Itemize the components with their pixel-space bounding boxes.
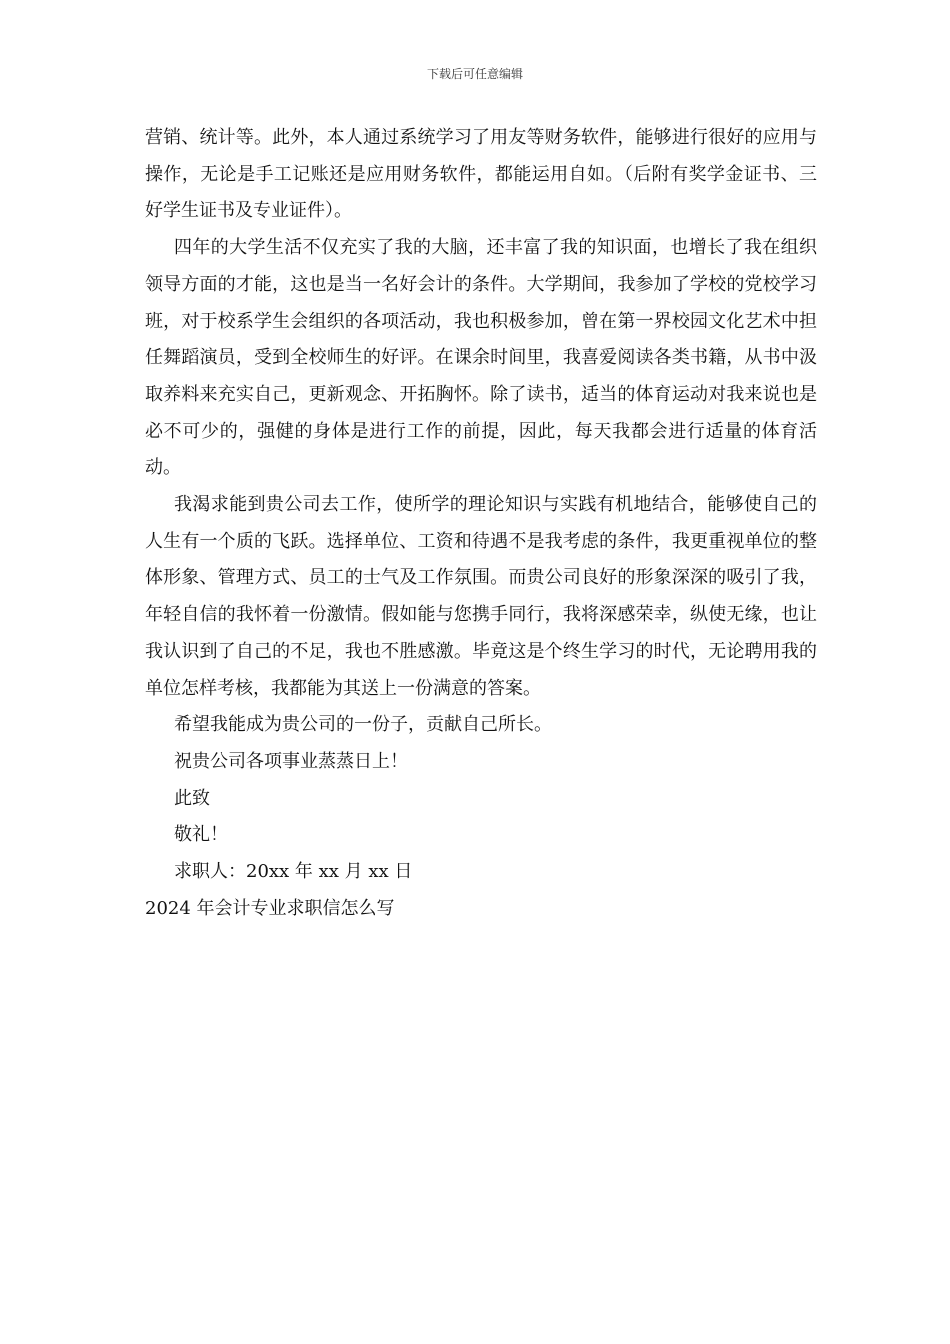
salutation-line-2: 敬礼！ xyxy=(174,824,228,846)
closing-wish: 祝贵公司各项事业蒸蒸日上！ xyxy=(174,750,408,772)
closing-hope: 希望我能成为贵公司的一份子，贡献自己所长。 xyxy=(174,714,552,736)
letter-body xyxy=(145,120,817,927)
next-section-title: 2024 年会计专业求职信怎么写 xyxy=(145,897,395,919)
signature-line: 求职人：20xx 年 xx 月 xx 日 xyxy=(174,861,413,883)
paragraph-aspiration: 我渴求能到贵公司去工作，使所学的理论知识与实践有机地结合，能够使自己的人生有一个质的飞跃。选择单位、工资和待遇不是我考虑的条件，我更重视单位的整体形象、管理方式、员工的士气及工作氛围。而贵公司良好的形象深深的吸引了我，年轻自信的我怀着一份激情。假如能与您携手同行，我将深感荣幸，纵使无缘，也让我认识到了自己的不足，我也不胜感激。毕竟这是个终生学习的时代，无论聘用我的单位怎样考核，我都能为其送上一份满意的答案。 xyxy=(145,494,817,699)
paragraph-university-life: 四年的大学生活不仅充实了我的大脑，还丰富了我的知识面，也增长了我在组织领导方面的才能，这也是当一名好会计的条件。大学期间，我参加了学校的党校学习班，对于校系学生会组织的各项活动，我也积极参加，曾在第一界校园文化艺术中担任舞蹈演员，受到全校师生的好评。在课余时间里，我喜爱阅读各类书籍，从书中汲取养料来充实自己，更新观念、开拓胸怀。除了读书，适当的体育运动对我来说也是必不可少的，强健的身体是进行工作的前提，因此，每天我都会进行适量的体育活动。 xyxy=(145,237,817,479)
paragraph-skills: 营销、统计等。此外，本人通过系统学习了用友等财务软件，能够进行很好的应用与操作，无论是手工记账还是应用财务软件，都能运用自如。（后附有奖学金证书、三好学生证书及专业证件）。 xyxy=(145,127,817,222)
page-header: 下载后可任意编辑 xyxy=(426,67,523,81)
salutation-line-1: 此致 xyxy=(174,787,210,809)
